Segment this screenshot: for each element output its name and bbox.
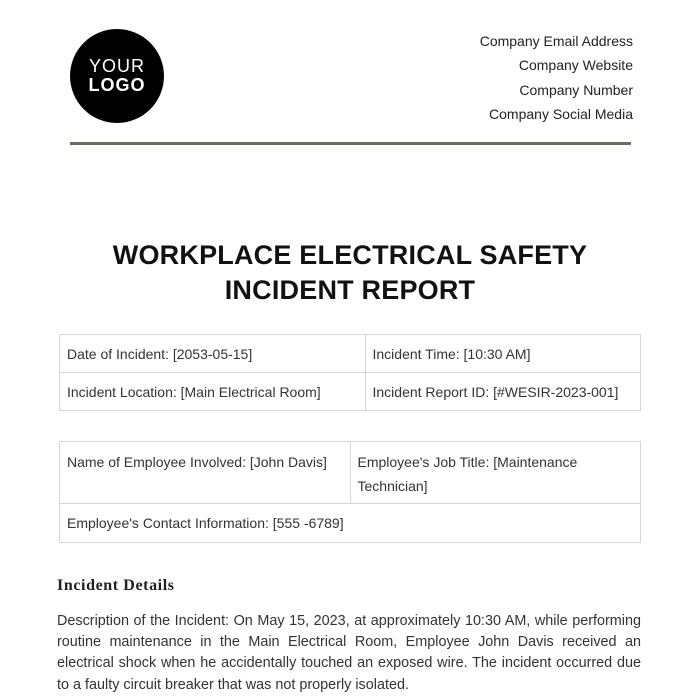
company-email: Company Email Address <box>479 33 633 49</box>
incident-date-cell: Date of Incident: [2053-05-15] <box>60 335 366 373</box>
company-logo <box>70 29 164 123</box>
report-title-line-1: WORKPLACE ELECTRICAL SAFETY <box>112 240 588 270</box>
header-divider <box>70 142 631 145</box>
incident-time-cell: Incident Time: [10:30 AM] <box>365 335 641 373</box>
company-contact-block <box>480 30 633 127</box>
incident-report-id-cell: Incident Report ID: [#WESIR-2023-001] <box>365 373 641 411</box>
employee-job-title-cell: Employee's Job Title: [Maintenance Technician] <box>350 442 641 504</box>
incident-location-cell: Incident Location: [Main Electrical Room] <box>60 373 366 411</box>
report-title-line-2: INCIDENT REPORT <box>224 275 476 305</box>
table-row <box>60 373 641 411</box>
logo-line-2: LOGO <box>88 75 146 95</box>
incident-description: Description of the Incident: On May 15, 2023, at approximately 10:30 AM, while performing routine maintenance in the Main Electrical Room, Employee John Davis received an electrical shock when he accidentally touched an exposed wire. The incident occurred due to a faulty circuit breaker that was not properly isolated. <box>57 613 641 693</box>
company-social-media: Company Social Media <box>489 105 633 122</box>
employee-contact-cell: Employee's Contact Information: [555 -6789] <box>60 504 641 543</box>
employee-info-table <box>59 441 641 543</box>
incident-info-table <box>59 334 641 411</box>
incident-details-heading: Incident Details <box>57 577 175 594</box>
logo-line-1: YOUR <box>88 56 145 76</box>
employee-name-cell: Name of Employee Involved: [John Davis] <box>60 442 351 504</box>
table-row <box>60 442 641 504</box>
company-website: Company Website <box>518 57 633 74</box>
report-title <box>0 238 700 308</box>
company-number: Company Number <box>519 81 633 98</box>
table-row <box>60 504 641 543</box>
table-row <box>60 335 641 373</box>
